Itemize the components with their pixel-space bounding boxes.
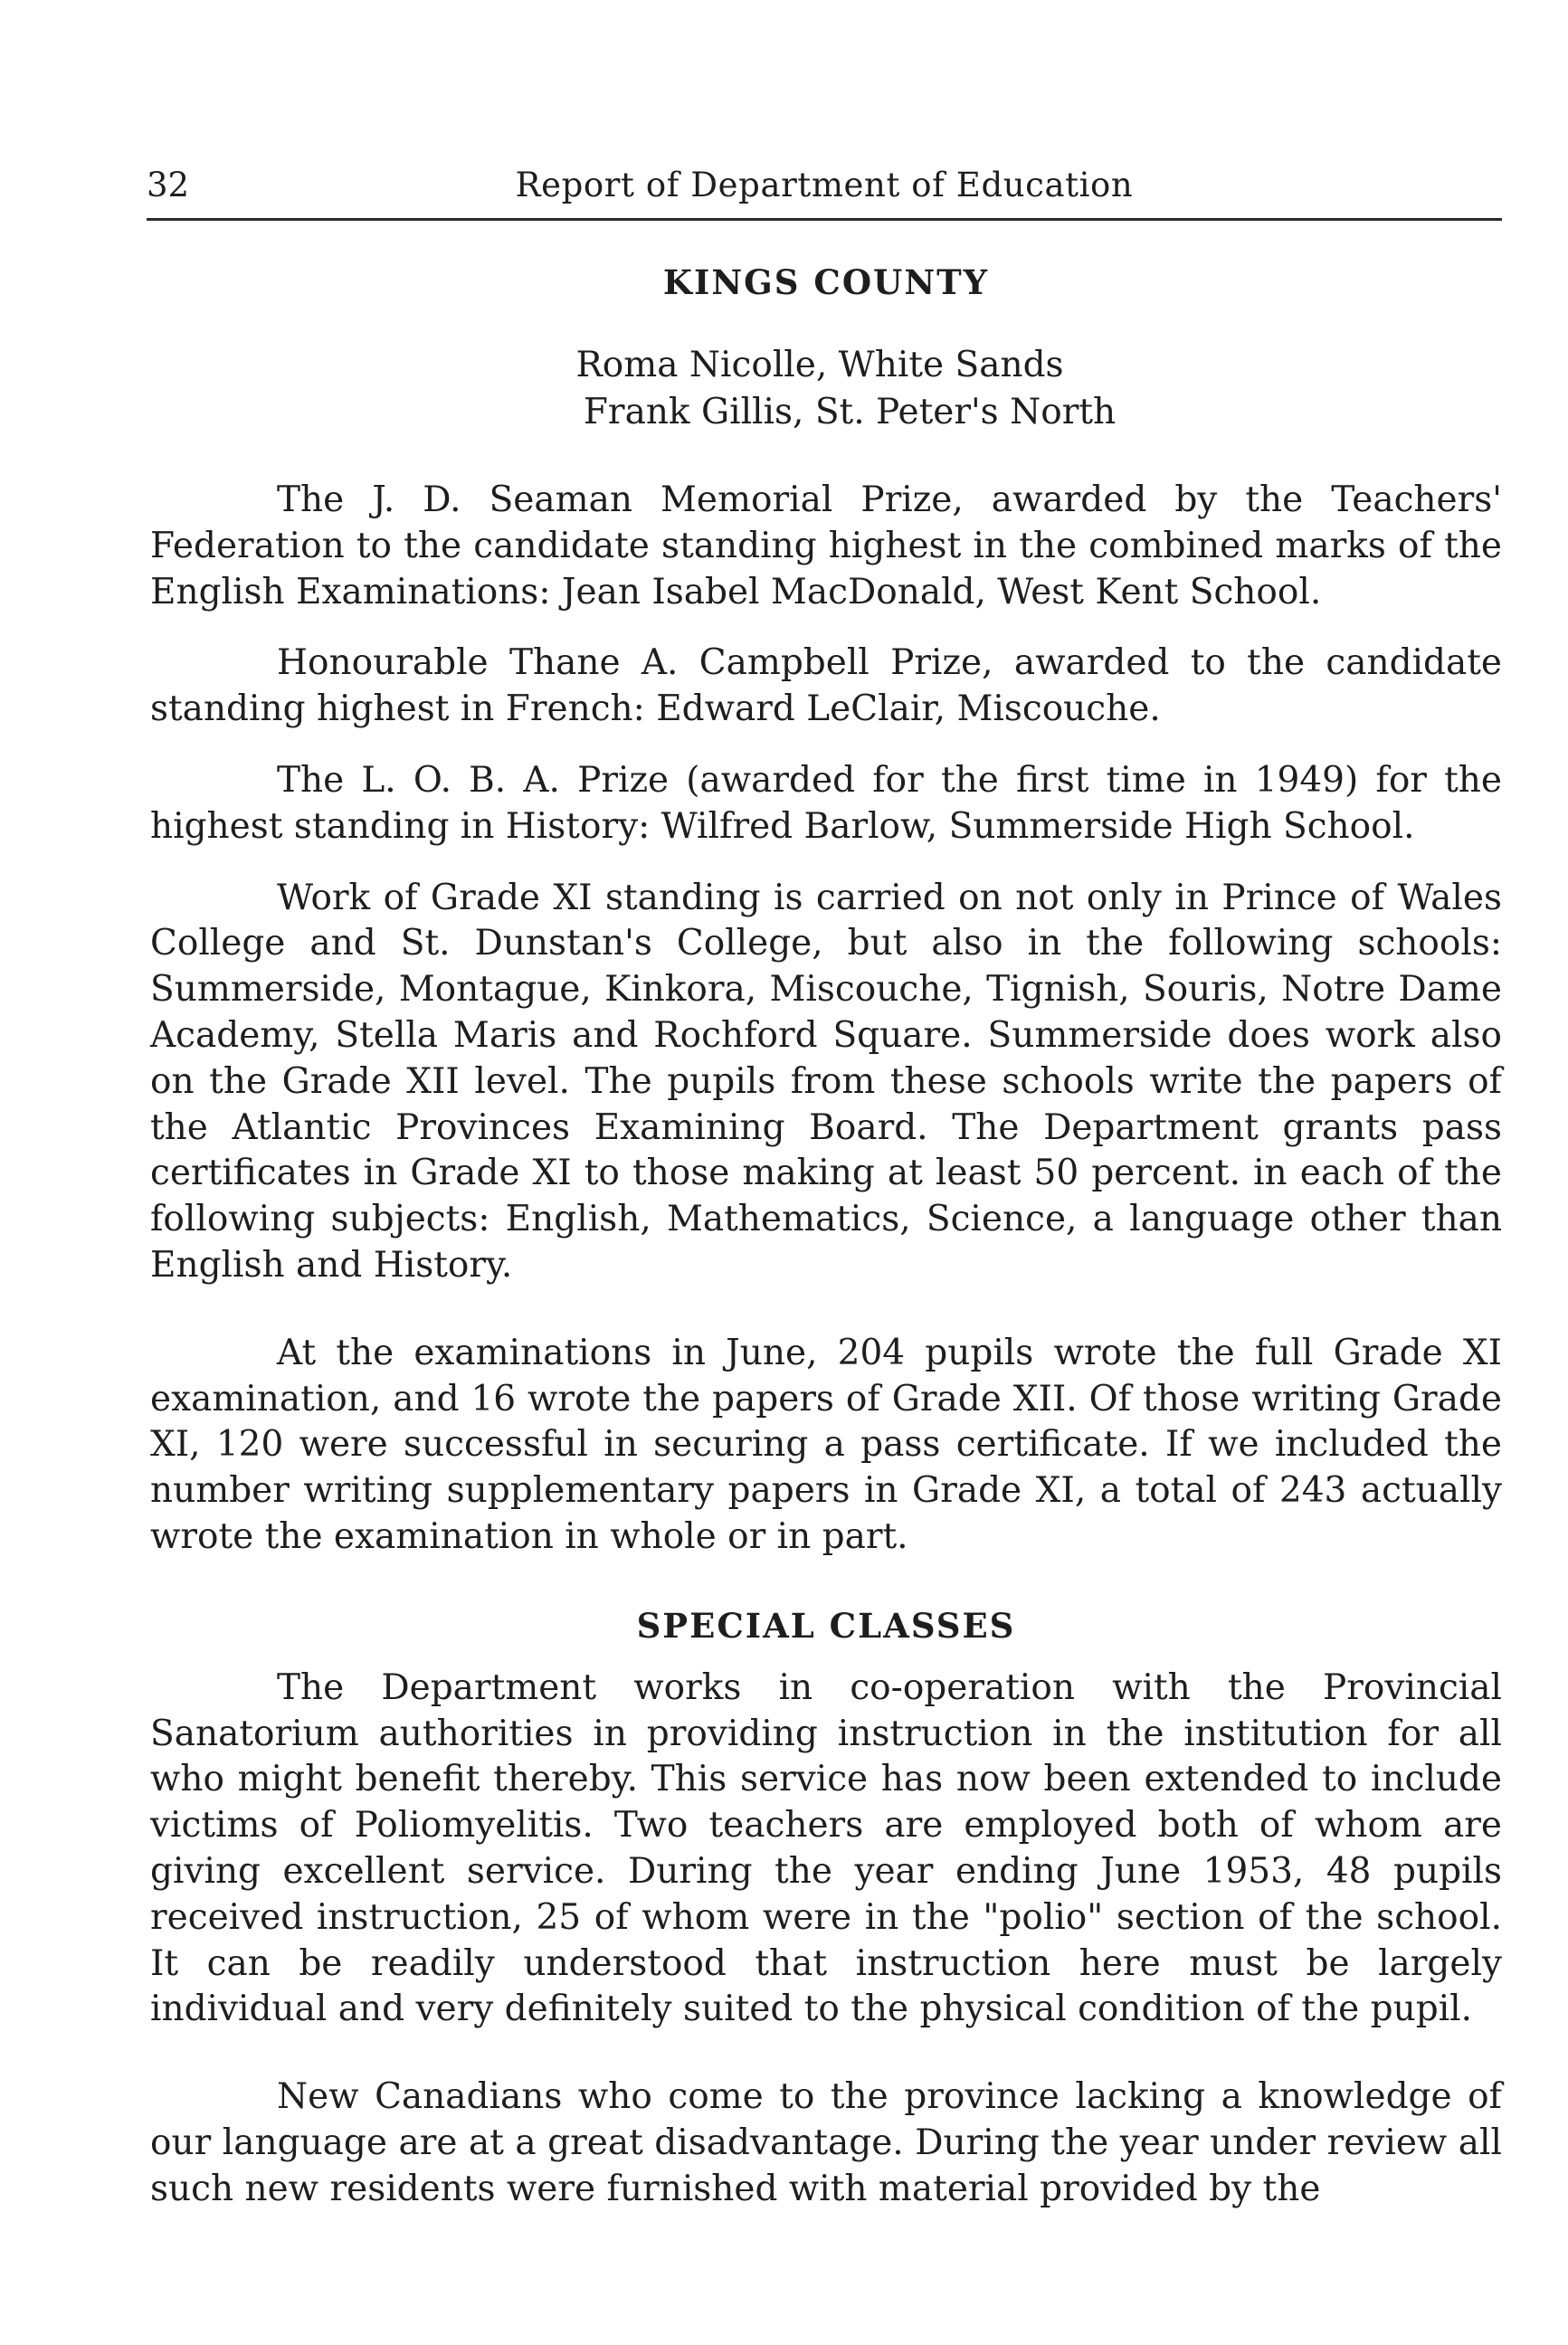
page-body [150,259,1502,2213]
winner-name-line: Roma Nicolle, White Sands [575,345,1064,385]
paragraph-seaman-prize: The J. D. Seaman Memorial Prize, awarded by the Teachers' Federation to the candidate standing highest in the combined marks of the English Examinations: Jean Isabel MacDonald, West Kent School. [150,479,1502,612]
winner-names [150,342,1502,436]
running-header [147,161,1502,210]
page-number: 32 [147,166,190,204]
paragraph-campbell-prize: Honourable Thane A. Campbell Prize, awarded to the candidate standing highest in French: Edward LeClair, Miscouche. [150,642,1502,730]
winner-name-line: Frank Gillis, St. Peter's North [583,392,1117,432]
header-rule [147,218,1502,221]
running-title: Report of Department of Education [515,166,1134,204]
section-heading-kings-county: KINGS COUNTY [662,262,990,302]
paragraph-new-canadians: New Canadians who come to the province lacking a knowledge of our language are at a great disadvantage. During the year under review all such new residents were furnished with material provided by the [150,2076,1502,2209]
paragraph-loba-prize: The L. O. B. A. Prize (awarded for the first time in 1949) for the highest standing in History: Wilfred Barlow, Summerside High School. [150,759,1502,847]
paragraph-sanatorium: The Department works in co-operation with the Provincial Sanatorium authorities in providing instruction in the institution for all who might benefit thereby. This service has now been extended to include victims of Poliomyelitis. Two teachers are employed both of whom are giving excellent service. During the year ending June 1953, 48 pupils received instruction, 25 of whom were in the "polio" section of the school. It can be readily understood that instruction here must be largely individual and very definitely suited to the physical condition of the pupil. [150,1666,1502,2030]
section-heading-special-classes: SPECIAL CLASSES [636,1605,1016,1646]
paragraph-june-examinations: At the examinations in June, 204 pupils wrote the full Grade XI examination, and 16 wrote the papers of Grade XII. Of those writing Grade XI, 120 were successful in securing a pass certificate. If we included the number writing supplementary papers in Grade XI, a total of 243 actually wrote the examination in whole or in part. [150,1332,1502,1557]
paragraph-grade-xi-schools: Work of Grade XI standing is carried on not only in Prince of Wales College and St. Dunstan's College, but also in the following schools: Summerside, Montague, Kinkora, Miscouche, Tignish, Souris, Notre Dame Academy, Stella Maris and Rochford Square. Summerside does work also on the Grade XII level. The pupils from these schools write the papers of the Atlantic Provinces Examining Board. The Department grants pass certificates in Grade XI to those making at least 50 percent. in each of the following subjects: English, Mathematics, Science, a language other than English and History. [150,877,1502,1286]
